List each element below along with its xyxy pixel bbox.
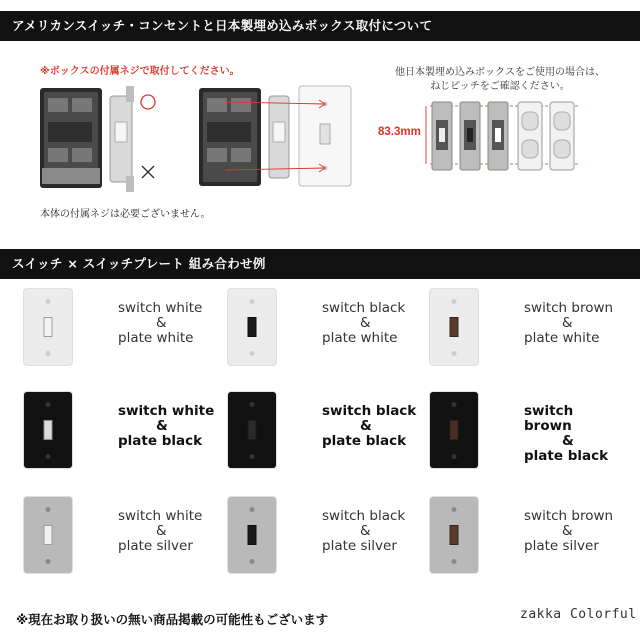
- included-screw-note: 本体の付属ネジは必要ございません。: [40, 209, 211, 220]
- plate-screw-top: [46, 402, 51, 407]
- switch-plate: [228, 392, 276, 468]
- switch-name: switch black: [322, 403, 417, 419]
- toggle-switch: [44, 420, 53, 440]
- switch-plate: [430, 392, 478, 468]
- switch-plate: [430, 289, 478, 365]
- plate-screw-top: [46, 299, 51, 304]
- combo-label: [118, 404, 218, 449]
- toggle-switch: [248, 525, 257, 545]
- plate-name: plate white: [322, 330, 398, 346]
- switch-plate: [228, 497, 276, 573]
- plate-name: plate black: [524, 448, 609, 464]
- ampersand: &: [360, 523, 371, 539]
- ampersand: &: [360, 315, 371, 331]
- plate-screw-bottom: [46, 351, 51, 356]
- combo-card: [226, 390, 426, 485]
- devices-row-illustration: [420, 100, 585, 175]
- plate-screw-bottom: [452, 351, 457, 356]
- toggle-switch: [248, 420, 257, 440]
- ampersand: &: [156, 418, 168, 434]
- section-header-installation: [0, 11, 640, 41]
- plate-screw-bottom: [452, 454, 457, 459]
- combo-label: [322, 404, 422, 449]
- ampersand: &: [156, 315, 167, 331]
- ampersand: &: [360, 418, 372, 434]
- combo-label: [524, 509, 624, 554]
- combo-card: [428, 390, 628, 485]
- combo-label: [524, 404, 624, 464]
- screw-pitch-note-line1: 他日本製埋め込みボックスをご使用の場合は、: [395, 67, 605, 78]
- switch-name: switch black: [322, 300, 406, 316]
- switch-name: switch brown: [524, 508, 614, 524]
- switch-name: switch brown: [524, 300, 614, 316]
- plate-screw-top: [452, 402, 457, 407]
- switch-name: switch white: [118, 403, 215, 419]
- plate-screw-top: [250, 507, 255, 512]
- combo-card: [226, 495, 426, 590]
- box-switch-plate-illustration: [195, 82, 355, 192]
- combo-card: [226, 287, 426, 382]
- plate-screw-bottom: [250, 559, 255, 564]
- combo-label: [118, 301, 218, 346]
- plate-screw-top: [250, 299, 255, 304]
- combo-card: [428, 495, 628, 590]
- combo-card: [428, 287, 628, 382]
- screw-pitch-note-line2: ねじピッチをご確認ください。: [430, 81, 570, 92]
- toggle-switch: [44, 525, 53, 545]
- plate-name: plate silver: [118, 538, 193, 554]
- plate-screw-bottom: [452, 559, 457, 564]
- ampersand: &: [562, 315, 573, 331]
- combo-label: [322, 509, 422, 554]
- footer-note: ※現在お取り扱いの無い商品掲載の可能性もございます: [16, 612, 329, 627]
- switch-plate: [228, 289, 276, 365]
- section-title-combinations: スイッチ × スイッチプレート 組み合わせ例: [12, 256, 266, 271]
- plate-screw-top: [452, 299, 457, 304]
- switch-name: switch brown: [524, 403, 574, 434]
- section-title-installation: アメリカンスイッチ・コンセントと日本製埋め込みボックス取付について: [12, 18, 433, 33]
- toggle-switch: [450, 420, 459, 440]
- box-with-switch-illustration: [36, 82, 166, 197]
- plate-screw-top: [452, 507, 457, 512]
- combo-label: [524, 301, 624, 346]
- plate-name: plate black: [118, 433, 203, 449]
- toggle-switch: [450, 525, 459, 545]
- screw-pitch-note: [360, 66, 640, 94]
- section-header-combinations: [0, 249, 640, 279]
- brand-signature: zakka Colorful: [520, 607, 637, 622]
- plate-screw-bottom: [250, 351, 255, 356]
- combo-card: [22, 495, 222, 590]
- plate-screw-top: [46, 507, 51, 512]
- switch-plate: [24, 497, 72, 573]
- combo-card: [22, 287, 222, 382]
- plate-name: plate white: [118, 330, 194, 346]
- switch-plate: [430, 497, 478, 573]
- plate-screw-top: [250, 402, 255, 407]
- combo-card: [22, 390, 222, 485]
- switch-name: switch black: [322, 508, 406, 524]
- combo-label: [322, 301, 422, 346]
- plate-name: plate silver: [322, 538, 397, 554]
- combo-label: [118, 509, 218, 554]
- plate-screw-bottom: [46, 454, 51, 459]
- plate-screw-bottom: [46, 559, 51, 564]
- toggle-switch: [248, 317, 257, 337]
- dimension-label: 83.3mm: [378, 126, 421, 138]
- plate-screw-bottom: [250, 454, 255, 459]
- toggle-switch: [450, 317, 459, 337]
- plate-name: plate silver: [524, 538, 599, 554]
- switch-name: switch white: [118, 508, 203, 524]
- toggle-switch: [44, 317, 53, 337]
- plate-name: plate black: [322, 433, 407, 449]
- switch-name: switch white: [118, 300, 203, 316]
- ampersand: &: [562, 433, 574, 449]
- box-screw-note: ※ボックスの付属ネジで取付してください。: [40, 66, 240, 77]
- switch-plate: [24, 289, 72, 365]
- plate-name: plate white: [524, 330, 600, 346]
- ampersand: &: [562, 523, 573, 539]
- switch-plate: [24, 392, 72, 468]
- ampersand: &: [156, 523, 167, 539]
